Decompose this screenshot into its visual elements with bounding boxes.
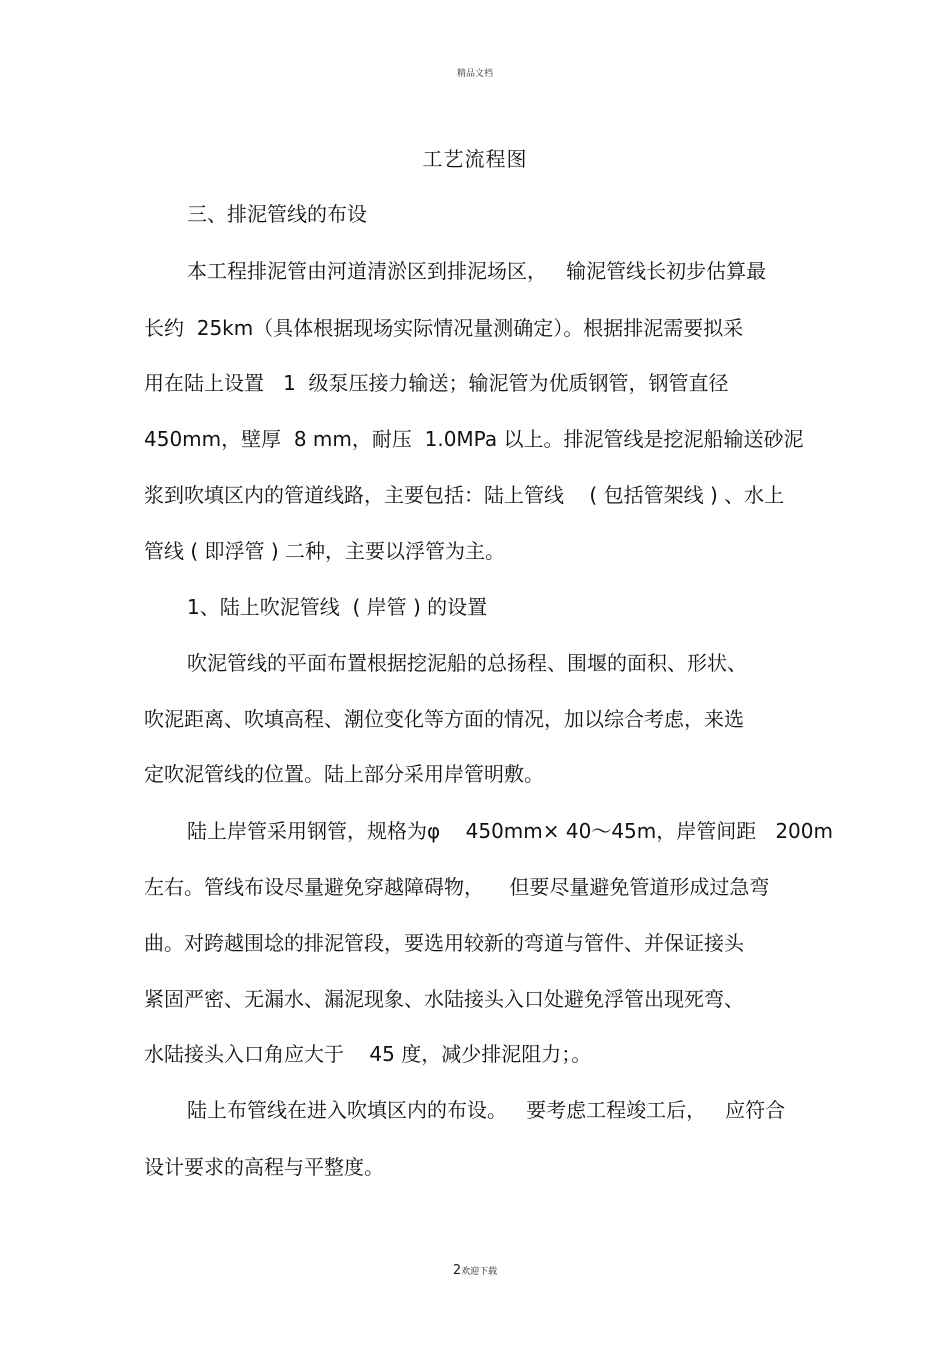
paragraph-line: 陆上布管线在进入吹填区内的布设。 要考虑工程竣工后， 应符合 — [187, 1098, 786, 1122]
paragraph-line: 紧固严密、无漏水、漏泥现象、水陆接头入口处避免浮管出现死弯、 — [144, 987, 744, 1011]
header-watermark: 精品文档 — [456, 69, 493, 79]
paragraph-line: 水陆接头入口角应大于 45 度，减少排泥阻力；。 — [144, 1042, 592, 1066]
page-title: 工艺流程图 — [422, 147, 528, 171]
footer-label: 欢迎下载 — [461, 1267, 498, 1277]
section-heading: 三、排泥管线的布设 — [187, 202, 367, 226]
paragraph-line: 设计要求的高程与平整度。 — [144, 1155, 384, 1179]
subsection-heading: 1、陆上吹泥管线 ( 岸管 ) 的设置 — [187, 595, 488, 619]
paragraph-line: 管线 ( 即浮管 ) 二种，主要以浮管为主。 — [144, 539, 506, 563]
paragraph-line: 450mm，壁厚 8 mm，耐压 1.0MPa 以上。排泥管线是挖泥船输送砂泥 — [144, 427, 804, 451]
paragraph-line: 吹泥管线的平面布置根据挖泥船的总扬程、围堰的面积、形状、 — [187, 651, 747, 675]
paragraph-line: 用在陆上设置 1 级泵压接力输送；输泥管为优质钢管，钢管直径 — [144, 371, 729, 395]
paragraph-line: 曲。对跨越围埝的排泥管段，要选用较新的弯道与管件、并保证接头 — [144, 931, 744, 955]
paragraph-line: 浆到吹填区内的管道线路，主要包括：陆上管线 ( 包括管架线 ) 、水上 — [144, 483, 785, 507]
paragraph-line: 吹泥距离、吹填高程、潮位变化等方面的情况，加以综合考虑，来选 — [144, 707, 744, 731]
paragraph-line: 定吹泥管线的位置。陆上部分采用岸管明敷。 — [144, 762, 544, 786]
paragraph-line: 左右。管线布设尽量避免穿越障碍物， 但要尽量避免管道形成过急弯 — [144, 875, 770, 899]
paragraph-line: 本工程排泥管由河道清淤区到排泥场区， 输泥管线长初步估算最 — [187, 259, 767, 283]
paragraph-line: 长约 25km（具体根据现场实际情况量测确定）。根据排泥需要拟采 — [144, 316, 744, 340]
paragraph-line: 陆上岸管采用钢管，规格为φ 450mm× 40～45m，岸管间距 200m — [187, 819, 833, 843]
page-number: 2 — [452, 1263, 462, 1278]
page-footer — [0, 1259, 950, 1278]
